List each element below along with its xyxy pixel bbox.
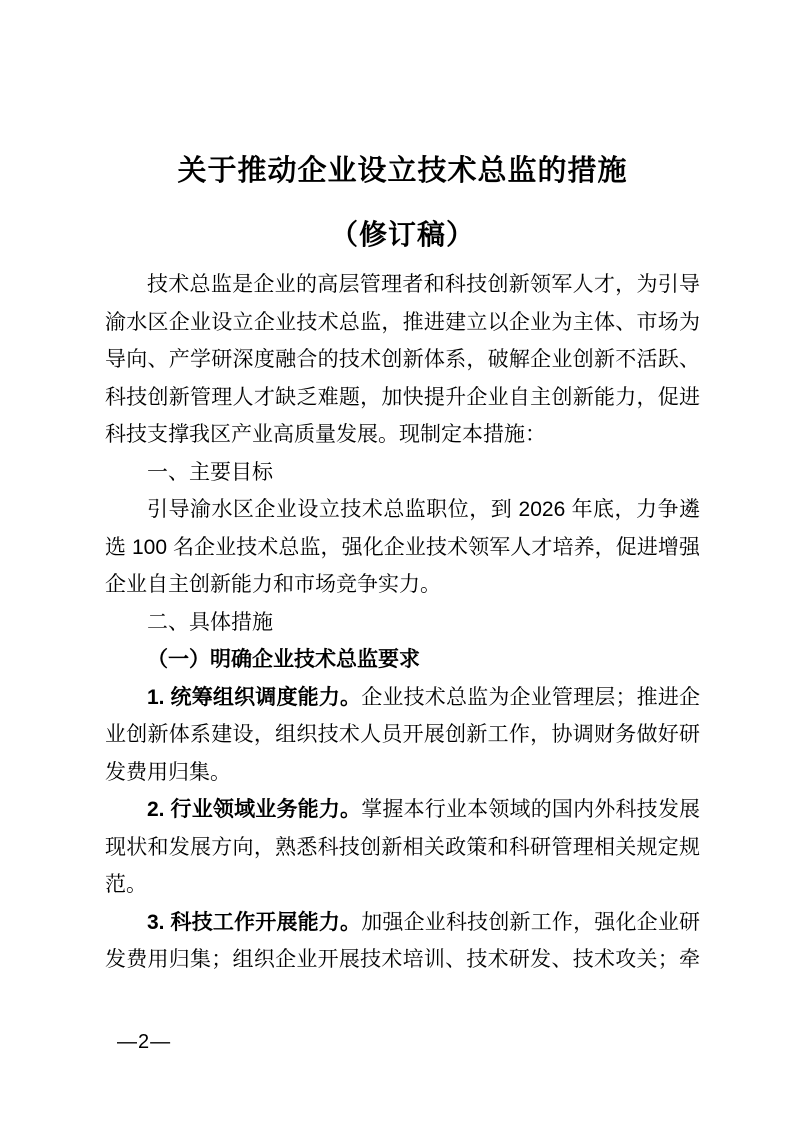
text-line: 科技创新管理人才缺乏难题，加快提升企业自主创新能力，促进 <box>105 385 700 409</box>
document-subtitle: （修订稿） <box>329 219 475 250</box>
document-body <box>105 266 700 979</box>
section-heading-1: 一、主要目标 <box>147 460 273 484</box>
text-line: 科技支撑我区产业高质量发展。现制定本措施： <box>105 423 546 446</box>
text-line: 导向、产学研深度融合的技术创新体系，破解企业创新不活跃、 <box>105 348 700 371</box>
item1-text: 企业技术总监为企业管理层；推进企 <box>361 685 701 709</box>
text-line: 企业自主创新能力和市场竞争实力。 <box>105 573 441 596</box>
document-title: 关于推动企业设立技术总监的措施 <box>177 155 628 187</box>
text-line: 引导渝水区企业设立技术总监职位，到 2026 年底，力争遴 <box>147 498 700 521</box>
text-line: 现状和发展方向，熟悉科技创新相关政策和科研管理相关规定规 <box>105 835 700 859</box>
item3-lead: 3. 科技工作开展能力。 <box>147 910 362 934</box>
item2-lead: 2. 行业领域业务能力。 <box>147 798 362 821</box>
text-line: 选 100 名企业技术总监，强化企业技术领军人才培养，促进增强 <box>105 535 700 559</box>
text-line: 技术总监是企业的高层管理者和科技创新领军人才，为引导 <box>147 273 700 296</box>
text-line: 业创新体系建设，组织技术人员开展创新工作，协调财务做好研 <box>105 723 700 746</box>
item1-lead: 1. 统筹组织调度能力。 <box>147 685 362 709</box>
item3-text: 加强企业科技创新工作，强化企业研 <box>361 910 701 934</box>
sub-heading-1: （一）明确企业技术总监要求 <box>147 648 420 671</box>
item2-text: 掌握本行业本领域的国内外科技发展 <box>361 798 701 821</box>
page-number: —2— <box>117 1031 172 1053</box>
section-heading-2: 二、具体措施 <box>147 610 273 634</box>
text-line <box>105 904 700 942</box>
text-line: 渝水区企业设立企业技术总监，推进建立以企业为主体、市场为 <box>105 310 700 334</box>
text-line: 发费用归集；组织企业开展技术培训、技术研发、技术攻关；牵 <box>105 948 700 971</box>
text-line: 发费用归集。 <box>105 760 231 784</box>
text-line <box>105 791 700 829</box>
text-line: 范。 <box>105 873 147 896</box>
text-line <box>105 679 700 717</box>
